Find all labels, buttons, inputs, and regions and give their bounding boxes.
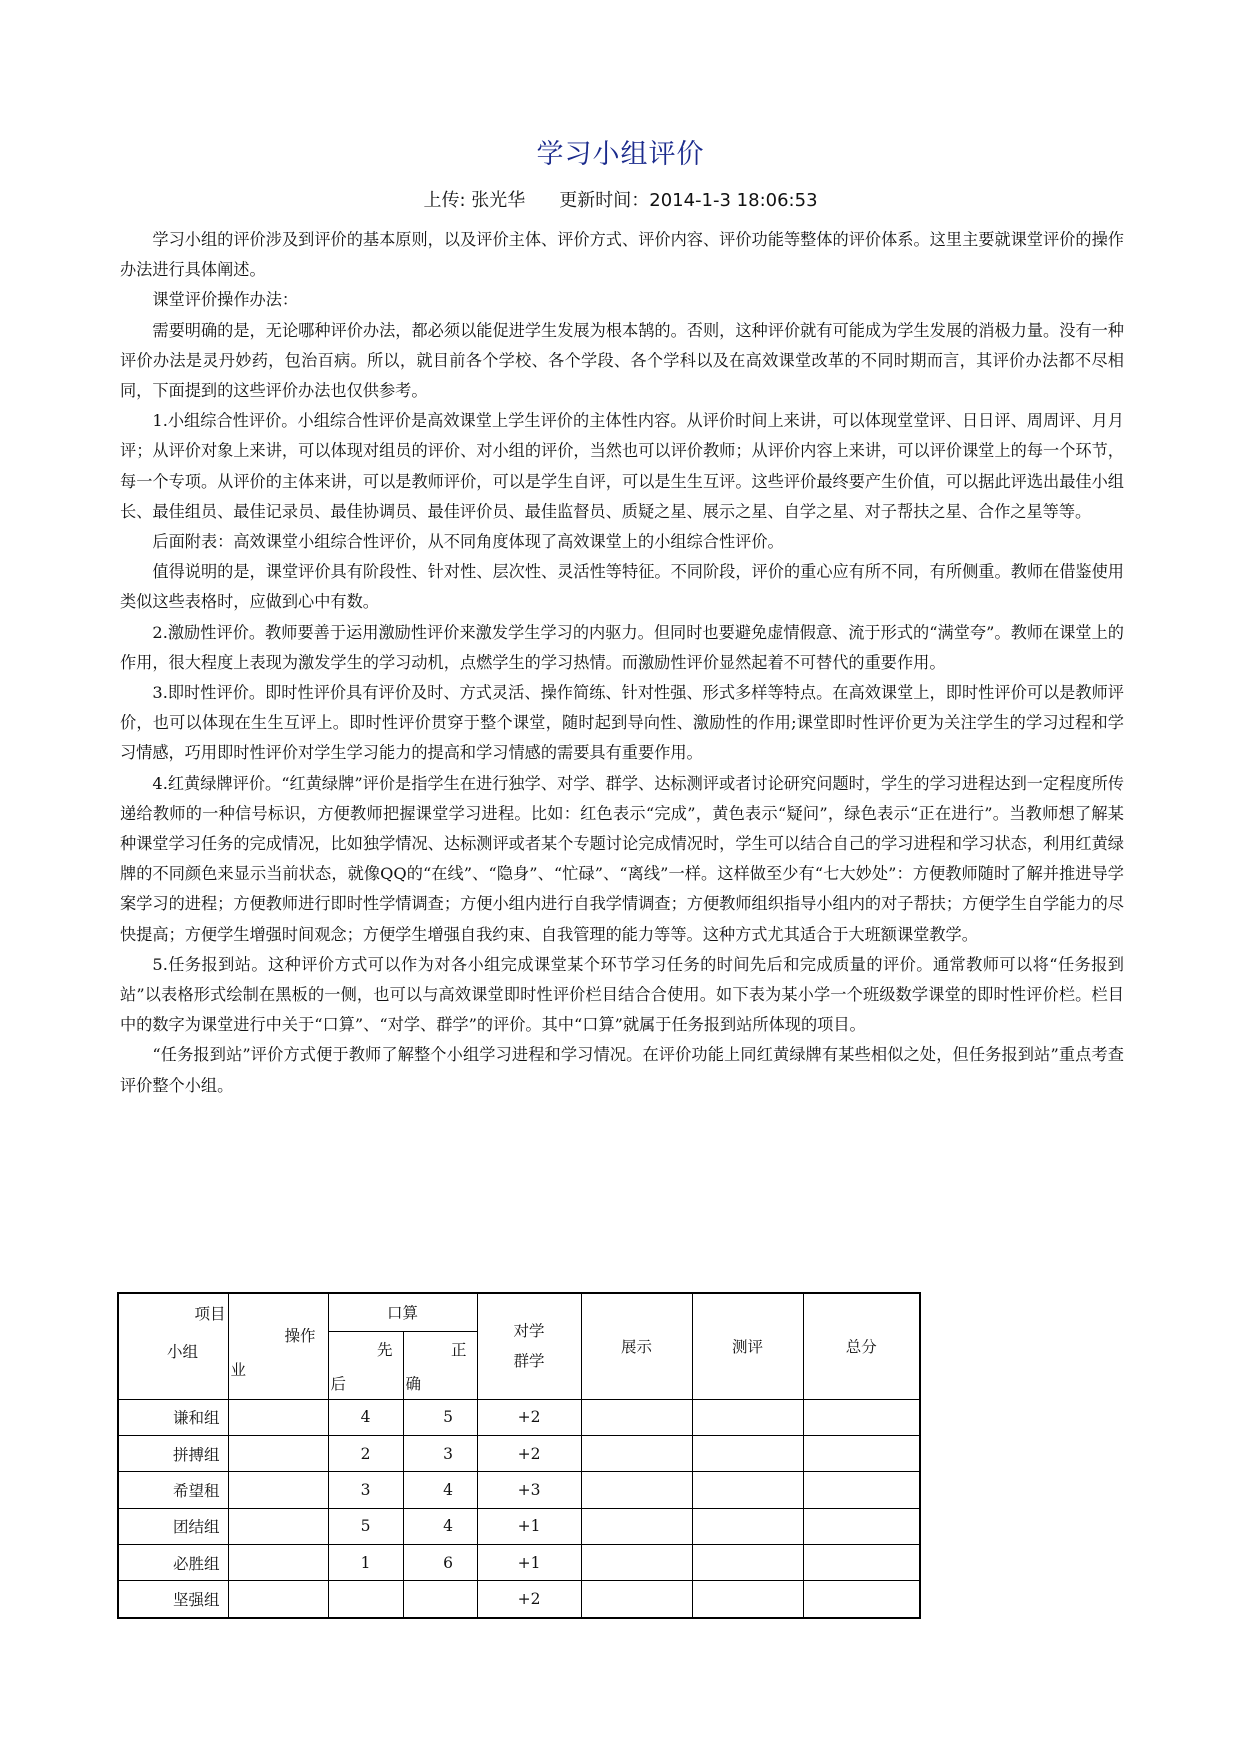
correct-value: 4 bbox=[403, 1508, 477, 1544]
header-group: 小组 bbox=[167, 1343, 199, 1361]
table-row bbox=[118, 1581, 920, 1618]
header-kousuan: 口算 bbox=[328, 1293, 477, 1331]
group-name: 谦和组 bbox=[118, 1399, 228, 1435]
paragraph: 5.任务报到站。这种评价方式可以作为对各小组完成课堂某个环节学习任务的时间先后和完成质量的评价。通常教师可以将“任务报到站”以表格形式绘制在黑板的一侧，也可以与高效课堂即时性评价栏目结合合使用。如下表为某小学一个班级数学课堂的即时性评价栏。栏目中的数字为课堂进行中关于“口算”、“对学、群学”的评价。其中“口算”就属于任务报到站所体现的项目。 bbox=[120, 954, 1124, 1035]
table-row bbox=[118, 1508, 920, 1544]
paragraph: 1.小组综合性评价。小组综合性评价是高效课堂上学生评价的主体性内容。从评价时间上来讲，可以体现堂堂评、日日评、周周评、月月评；从评价对象上来讲，可以体现对组员的评价、对小组的评价，当然也可以评价教师；从评价内容上来讲，可以评价课堂上的每一个环节，每一个专项。从评价的主体来讲，可以是教师评价，可以是学生自评，可以是生生互评。这些评价最终要产生价值，可以据此评选出最佳小组长、最佳组员、最佳记录员、最佳协调员、最佳评价员、最佳监督员、质疑之星、展示之星、自学之星、对子帮扶之星、合作之星等等。 bbox=[120, 411, 1124, 521]
paragraph: 需要明确的是，无论哪种评价办法，都必须以能促进学生发展为根本鹄的。否则，这种评价就有可能成为学生发展的消极力量。没有一种评价办法是灵丹妙药，包治百病。所以，就目前各个学校、各个学段、各个学科以及在高效课堂改革的不同时期而言，其评价办法都不尽相同，下面提到的这些评价办法也仅供参考。 bbox=[120, 320, 1124, 401]
evaluation-table bbox=[117, 1292, 921, 1619]
paragraph: 后面附表：高效课堂小组综合性评价，从不同角度体现了高效课堂上的小组综合性评价。 bbox=[152, 532, 784, 552]
order-value: 5 bbox=[328, 1508, 403, 1544]
header-total: 总分 bbox=[803, 1293, 920, 1399]
correct-value: 3 bbox=[403, 1435, 477, 1471]
duixue-value: +2 bbox=[477, 1581, 581, 1618]
header-show: 展示 bbox=[581, 1293, 692, 1399]
duixue-value: +1 bbox=[477, 1544, 581, 1580]
header-operation: 操作 业 bbox=[228, 1293, 328, 1399]
paragraph: 值得说明的是，课堂评价具有阶段性、针对性、层次性、灵活性等特征。不同阶段，评价的重心应有所不同，有所侧重。教师在借鉴使用类似这些表格时，应做到心中有数。 bbox=[120, 562, 1124, 612]
paragraph: 4.红黄绿牌评价。“红黄绿牌”评价是指学生在进行独学、对学、群学、达标测评或者讨论研究问题时，学生的学习进程达到一定程度所传递给教师的一种信号标识，方便教师把握课堂学习进程。比如：红色表示“完成”，黄色表示“疑问”，绿色表示“正在进行”。当教师想了解某种课堂学习任务的完成情况，比如独学情况、达标测评或者某个专题讨论完成情况时，学生可以结合自己的学习进程和学习状态，利用红黄绿牌的不同颜色来显示当前状态，就像QQ的“在线”、“隐身”、“忙碌”、“离线”一样。这样做至少有“七大妙处”：方便教师随时了解并推进导学案学习的进程；方便教师进行即时性学情调查；方便小组内进行自我学情调查；方便教师组织指导小组内的对子帮扶；方便学生自学能力的尽快提高；方便学生增强时间观念；方便学生增强自我约束、自我管理的能力等等。这种方式尤其适合于大班额课堂教学。 bbox=[120, 773, 1124, 944]
order-value bbox=[328, 1581, 403, 1618]
duixue-value: +2 bbox=[477, 1399, 581, 1435]
correct-value: 4 bbox=[403, 1472, 477, 1508]
uploader: 上传: 张光华 bbox=[423, 190, 526, 211]
header-duixue: 对学 群学 bbox=[477, 1293, 581, 1399]
duixue-value: +2 bbox=[477, 1435, 581, 1471]
header-item-group bbox=[118, 1293, 228, 1399]
paragraph: 学习小组的评价涉及到评价的基本原则，以及评价主体、评价方式、评价内容、评价功能等整体的评价体系。这里主要就课堂评价的操作办法进行具体阐述。 bbox=[120, 230, 1124, 280]
updated-time: 更新时间：2014-1-3 18:06:53 bbox=[559, 190, 818, 211]
paragraph: 课堂评价操作办法： bbox=[152, 290, 299, 310]
correct-value: 5 bbox=[403, 1399, 477, 1435]
duixue-value: +1 bbox=[477, 1508, 581, 1544]
order-value: 4 bbox=[328, 1399, 403, 1435]
group-name: 必胜组 bbox=[118, 1544, 228, 1580]
page-title: 学习小组评价 bbox=[536, 139, 705, 170]
header-order: 先 后 bbox=[328, 1331, 403, 1399]
table-row bbox=[118, 1435, 920, 1471]
group-name: 坚强组 bbox=[118, 1581, 228, 1618]
header-item: 项目 bbox=[194, 1305, 226, 1323]
evaluation-table-wrap bbox=[117, 1292, 919, 1619]
header-test: 测评 bbox=[692, 1293, 803, 1399]
group-name: 拼搏组 bbox=[118, 1435, 228, 1471]
group-name: 希望租 bbox=[118, 1472, 228, 1508]
table-row bbox=[118, 1472, 920, 1508]
order-value: 3 bbox=[328, 1472, 403, 1508]
table-row bbox=[118, 1399, 920, 1435]
paragraph: 2.激励性评价。教师要善于运用激励性评价来激发学生学习的内驱力。但同时也要避免虚情假意、流于形式的“满堂夸”。教师在课堂上的作用，很大程度上表现为激发学生的学习动机，点燃学生的学习热情。而激励性评价显然起着不可替代的重要作用。 bbox=[120, 622, 1124, 672]
article-meta bbox=[0, 186, 1241, 212]
group-name: 团结组 bbox=[118, 1508, 228, 1544]
paragraph: “任务报到站”评价方式便于教师了解整个小组学习进程和学习情况。在评价功能上同红黄绿牌有某些相似之处，但任务报到站”重点考查评价整个小组。 bbox=[120, 1045, 1124, 1095]
table-row bbox=[118, 1544, 920, 1580]
order-value: 2 bbox=[328, 1435, 403, 1471]
correct-value bbox=[403, 1581, 477, 1618]
duixue-value: +3 bbox=[477, 1472, 581, 1508]
article-body bbox=[120, 225, 1124, 1101]
correct-value: 6 bbox=[403, 1544, 477, 1580]
paragraph: 3.即时性评价。即时性评价具有评价及时、方式灵活、操作简练、针对性强、形式多样等特点。在高效课堂上，即时性评价可以是教师评价，也可以体现在生生互评上。即时性评价贯穿于整个课堂，随时起到导向性、激励性的作用;课堂即时性评价更为关注学生的学习过程和学习情感，巧用即时性评价对学生学习能力的提高和学习情感的需要具有重要作用。 bbox=[120, 683, 1124, 763]
header-correct: 正 确 bbox=[403, 1331, 477, 1399]
order-value: 1 bbox=[328, 1544, 403, 1580]
